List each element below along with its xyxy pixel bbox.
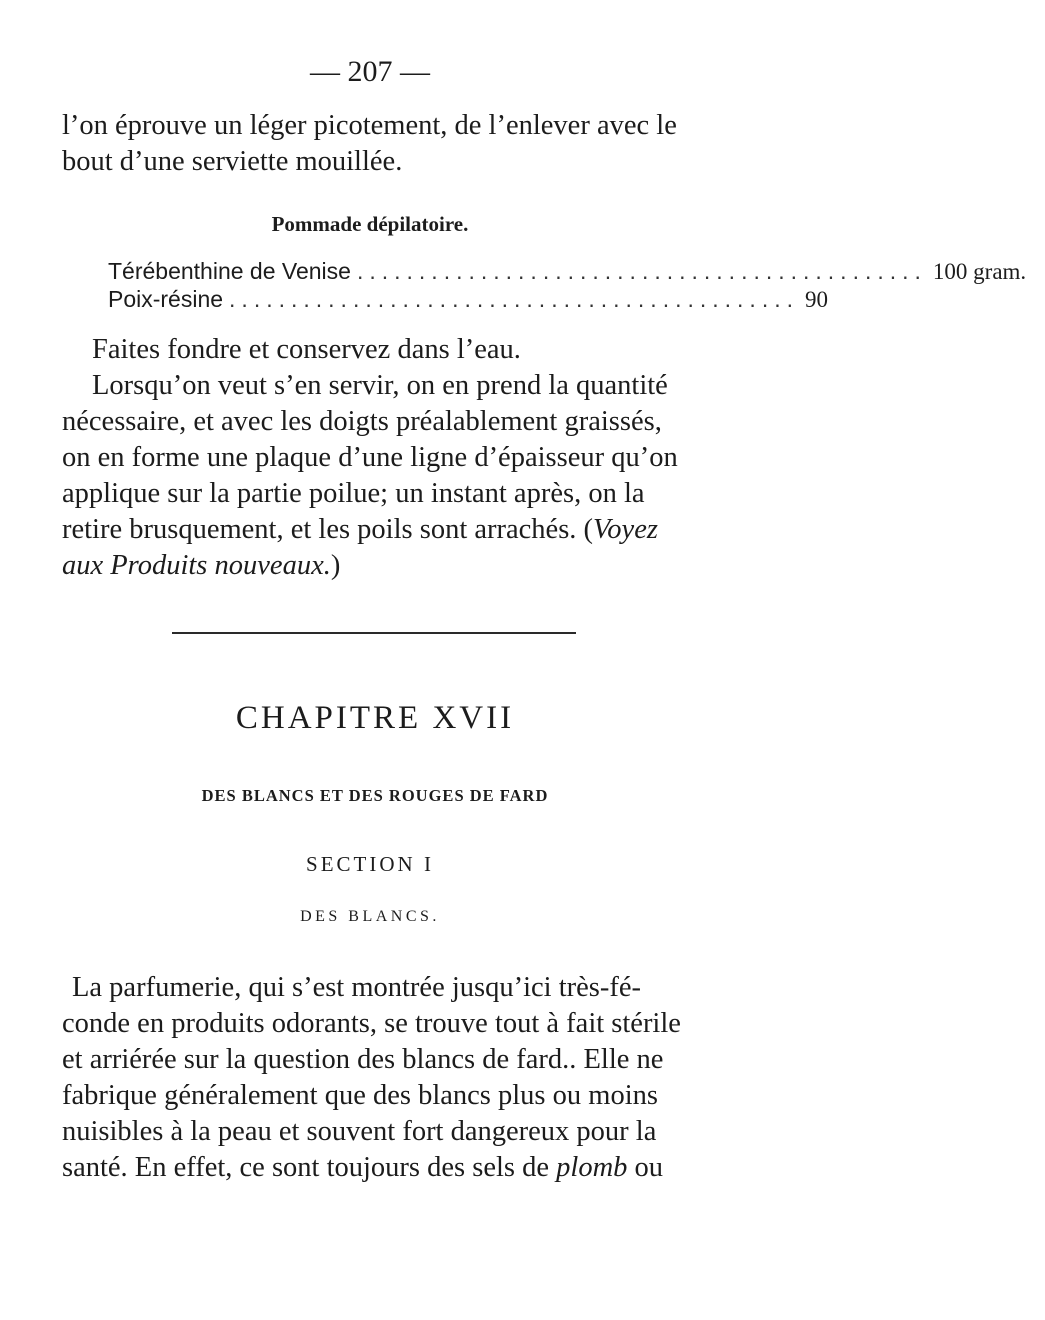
body-line-6-italic: plomb bbox=[556, 1152, 628, 1183]
instruction-line-5: applique sur la partie poilue; un instant après, on la bbox=[62, 478, 645, 509]
dot-leader: .............................................. bbox=[229, 286, 799, 312]
body-line-6-end: ou bbox=[627, 1152, 664, 1183]
ingredient-row bbox=[108, 285, 828, 314]
ingredient-row bbox=[108, 257, 1027, 286]
chapter-title: CHAPITRE XVII bbox=[235, 700, 515, 736]
body-line-3: et arriérée sur la question des blancs de fard.. Elle ne bbox=[62, 1044, 664, 1075]
instruction-line-6 bbox=[62, 512, 658, 548]
instruction-line-1: Faites fondre et conservez dans l’eau. bbox=[92, 334, 521, 365]
ingredient-name: Térébenthine de Venise bbox=[108, 258, 351, 284]
ingredient-name: Poix-résine bbox=[108, 286, 224, 312]
instruction-line-2: Lorsqu’on veut s’en servir, on en prend la quantité bbox=[92, 370, 668, 401]
instruction-line-7-close: ) bbox=[330, 550, 341, 581]
instruction-line-7-italic: aux Produits nouveaux. bbox=[62, 550, 331, 581]
section-title: SECTION I bbox=[306, 852, 434, 876]
ingredient-quantity: 100 gram. bbox=[932, 259, 1027, 284]
instruction-line-3: nécessaire, et avec les doigts préalablement graissés, bbox=[62, 406, 662, 437]
body-line-6-text: santé. En effet, ce sont toujours des sels de bbox=[62, 1152, 557, 1183]
dot-leader: .............................................. bbox=[356, 258, 927, 284]
section-divider bbox=[172, 632, 576, 634]
body-line-5: nuisibles à la peau et souvent fort dangereux pour la bbox=[62, 1116, 657, 1147]
page-number: — 207 — bbox=[310, 55, 430, 88]
ingredient-quantity: 90 bbox=[805, 287, 828, 312]
instruction-line-7 bbox=[62, 548, 340, 584]
chapter-subtitle: DES BLANCS ET DES ROUGES DE FARD bbox=[201, 786, 549, 805]
instruction-line-4: on en forme une plaque d’une ligne d’épaisseur qu’on bbox=[62, 442, 678, 473]
recipe-title: Pommade dépilatoire. bbox=[271, 212, 469, 236]
intro-line-1: l’on éprouve un léger picotement, de l’enlever avec le bbox=[62, 110, 677, 141]
body-line-1: La parfumerie, qui s’est montrée jusqu’ici très-fé- bbox=[72, 972, 641, 1003]
body-line-4: fabrique généralement que des blancs plus ou moins bbox=[62, 1080, 658, 1111]
intro-line-2: bout d’une serviette mouillée. bbox=[62, 146, 403, 177]
instruction-line-6-text: retire brusquement, et les poils sont arrachés. ( bbox=[62, 514, 594, 545]
instruction-line-6-italic: Voyez bbox=[593, 514, 658, 545]
body-line-6 bbox=[62, 1150, 663, 1186]
body-line-2: conde en produits odorants, se trouve tout à fait stérile bbox=[62, 1008, 681, 1039]
section-subtitle: DES BLANCS. bbox=[300, 908, 440, 925]
